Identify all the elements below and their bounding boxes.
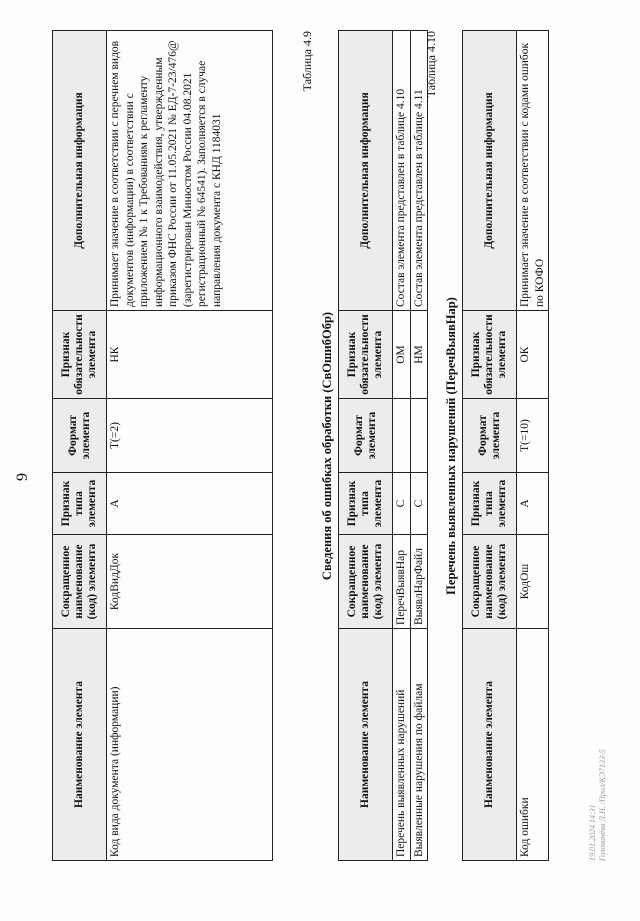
table-title-4-9: Сведения об ошибках обработки (СвОшибОбр) [320,311,334,581]
cell-extra-info: Принимает значение в соответствии с перечнем видов документов (информации) в соответствии с приложением № 1 к Требованиям к регламенту информационного взаимодействия, утвержденным приказом ФНС России от 11.05.2021 № ЕД-7-23/476@ (зарегистрирован Минюстом России 04.08.2021 регистрационный № 64541). Заполняется в случае направления документа с КНД 1184031 [107,31,273,311]
cell-element-format [393,399,411,473]
header-element-type: Признак типа элемента [463,473,517,535]
table-4-10-header-row [463,31,517,861]
header-extra-info: Дополнительная информация [53,31,107,311]
cell-element-code: КодОш [517,535,549,629]
table-row [393,31,411,861]
cell-element-required: НМ [410,311,428,399]
cell-element-code: ПеречВыявНар [393,535,411,629]
cell-element-type: А [517,473,549,535]
table-4-9-header-row [339,31,393,861]
header-element-code: Сокращенное наименование (код) элемента [463,535,517,629]
header-element-required: Признак обязательности элемента [339,311,393,399]
header-element-name: Наименование элемента [53,629,107,861]
cell-element-name: Выявленные нарушения по файлам [410,629,428,861]
cell-element-code: ВыявлНарФайл [410,535,428,629]
cell-element-type: С [410,473,428,535]
header-element-name: Наименование элемента [463,629,517,861]
table-caption-4-10: Таблица 4.10 [424,31,438,98]
cell-extra-info: Состав элемента представлен в таблице 4.11 [410,31,428,311]
top-table [52,30,273,861]
cell-element-name: Код ошибки [517,629,549,861]
cell-element-required: ОК [517,311,549,399]
header-element-type: Признак типа элемента [53,473,107,535]
table-4-10 [462,30,549,861]
cell-element-format [410,399,428,473]
table-caption-4-9: Таблица 4.9 [300,31,314,92]
page-number: 9 [14,473,31,481]
table-4-9 [338,30,428,861]
table-row [107,31,273,861]
header-extra-info: Дополнительная информация [339,31,393,311]
top-table-header-row [53,31,107,861]
header-element-type: Признак типа элемента [339,473,393,535]
cell-element-name: Перечень выявленных нарушений [393,629,411,861]
cell-element-required: ОМ [393,311,411,399]
header-element-format: Формат элемента [339,399,393,473]
header-extra-info: Дополнительная информация [463,31,517,311]
cell-element-code: КодВидДок [107,535,273,629]
header-element-code: Сокращенное наименование (код) элемента [339,535,393,629]
table-row [517,31,549,861]
header-element-required: Признак обязательности элемента [463,311,517,399]
cell-element-required: НК [107,311,273,399]
cell-element-type: А [107,473,273,535]
cell-element-format: T(=10) [517,399,549,473]
cell-element-format: T(=2) [107,399,273,473]
stamp-author: Головачёва Л.Н. /Прил/КЭ7133-5 [598,749,607,861]
cell-extra-info: Состав элемента представлен в таблице 4.10 [393,31,411,311]
table-title-4-10: Перечень выявленных нарушений (ПеречВыявНар) [444,297,458,595]
header-element-required: Признак обязательности элемента [53,311,107,399]
header-element-name: Наименование элемента [339,629,393,861]
cell-element-type: С [393,473,411,535]
header-element-format: Формат элемента [463,399,517,473]
header-element-format: Формат элемента [53,399,107,473]
header-element-code: Сокращенное наименование (код) элемента [53,535,107,629]
document-stamp [588,661,608,861]
cell-extra-info: Принимает значение в соответствии с кодами ошибок по КОФО [517,31,549,311]
cell-element-name: Код вида документа (информации) [107,629,273,861]
stamp-date: 19.01.2024 14:31 [588,804,597,861]
